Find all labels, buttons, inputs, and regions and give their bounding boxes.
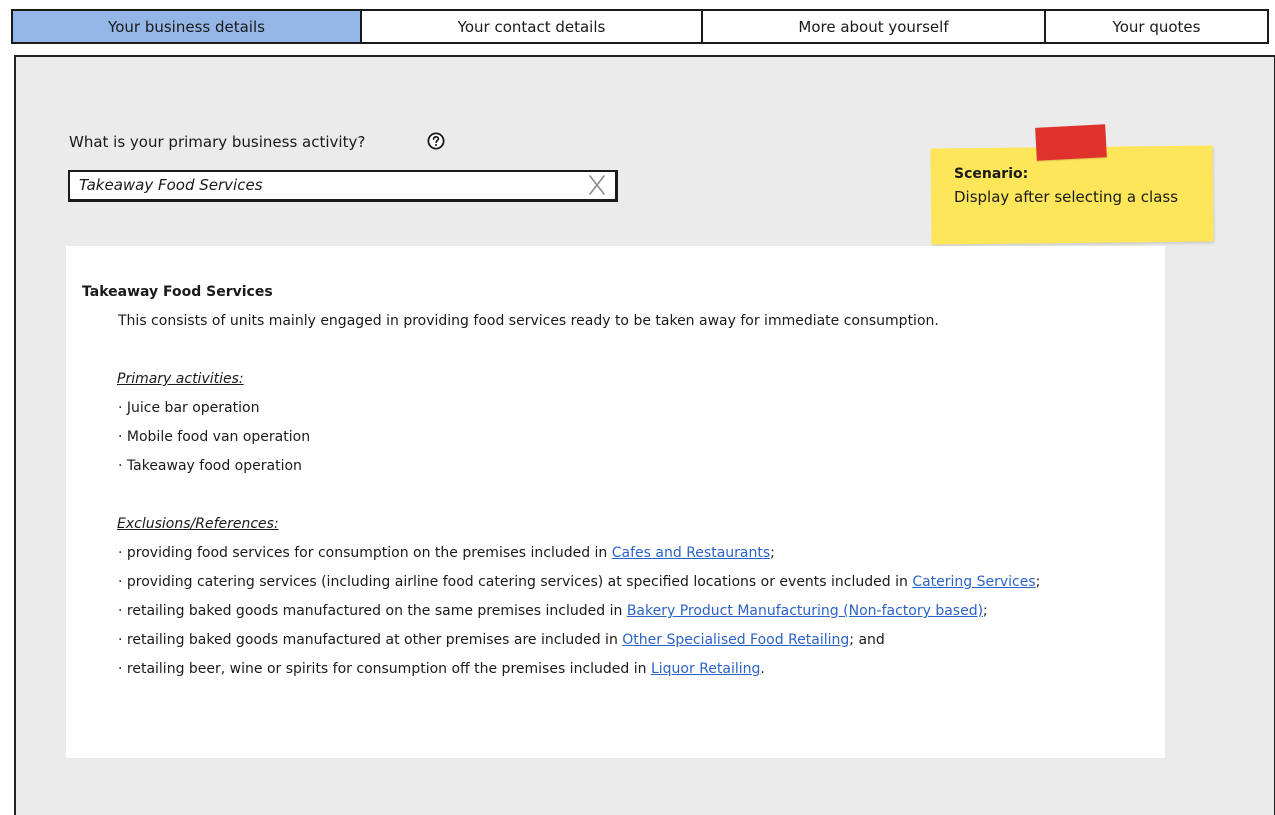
list-item: · Juice bar operation bbox=[118, 400, 260, 416]
exclusion-item bbox=[118, 545, 775, 561]
exclusion-item bbox=[118, 603, 988, 619]
tab-label: Your quotes bbox=[1112, 17, 1201, 36]
link-bakery-product-manufacturing[interactable]: Bakery Product Manufacturing (Non-factory based) bbox=[626, 603, 984, 619]
tab-more-about-yourself[interactable] bbox=[701, 9, 1046, 44]
tab-your-business-details[interactable] bbox=[11, 9, 362, 44]
link-cafes-and-restaurants[interactable]: Cafes and Restaurants bbox=[611, 545, 771, 561]
exclusion-suffix: ; bbox=[1035, 574, 1041, 590]
list-item: · Mobile food van operation bbox=[118, 429, 311, 445]
exclusion-text: · providing catering services (including airline food catering services) at specified locations or events included in bbox=[118, 574, 913, 590]
exclusion-suffix: ; and bbox=[849, 632, 885, 648]
exclusion-text: · retailing baked goods manufactured at other premises are included in bbox=[118, 632, 623, 648]
primary-activities-heading: Primary activities: bbox=[117, 371, 244, 387]
exclusions-heading: Exclusions/References: bbox=[117, 516, 279, 532]
link-other-specialised-food-retailing[interactable]: Other Specialised Food Retailing bbox=[622, 632, 850, 648]
activity-summary: This consists of units mainly engaged in providing food services ready to be taken away for immediate consumption. bbox=[118, 313, 939, 329]
exclusion-suffix: . bbox=[760, 661, 765, 677]
sticky-note-text: Display after selecting a class bbox=[954, 188, 1179, 206]
tab-your-contact-details[interactable] bbox=[360, 9, 703, 44]
exclusion-suffix: ; bbox=[770, 545, 775, 561]
link-liquor-retailing[interactable]: Liquor Retailing bbox=[650, 661, 761, 677]
exclusion-text: · providing food services for consumption on the premises included in bbox=[118, 545, 612, 561]
tab-your-quotes[interactable] bbox=[1044, 9, 1269, 44]
question-label: What is your primary business activity? bbox=[69, 133, 366, 151]
question-circle-icon[interactable] bbox=[427, 132, 445, 150]
exclusion-item bbox=[118, 661, 765, 677]
close-icon[interactable] bbox=[588, 174, 606, 196]
wizard-tabs bbox=[11, 9, 1269, 45]
sticky-tape bbox=[1035, 124, 1107, 161]
business-activity-input[interactable] bbox=[68, 170, 618, 202]
link-catering-services[interactable]: Catering Services bbox=[912, 574, 1036, 590]
exclusion-suffix: ; bbox=[983, 603, 988, 619]
activity-title: Takeaway Food Services bbox=[82, 284, 273, 300]
tab-label: More about yourself bbox=[798, 17, 949, 36]
sticky-note-title: Scenario: bbox=[954, 166, 1029, 182]
exclusion-text: · retailing baked goods manufactured on the same premises included in bbox=[118, 603, 627, 619]
tab-label: Your contact details bbox=[457, 17, 606, 36]
exclusion-item bbox=[118, 574, 1040, 590]
exclusion-text: · retailing beer, wine or spirits for consumption off the premises included in bbox=[118, 661, 651, 677]
exclusion-item bbox=[118, 632, 885, 648]
tab-label: Your business details bbox=[108, 17, 265, 36]
list-item: · Takeaway food operation bbox=[118, 458, 302, 474]
business-activity-value: Takeaway Food Services bbox=[79, 176, 263, 194]
